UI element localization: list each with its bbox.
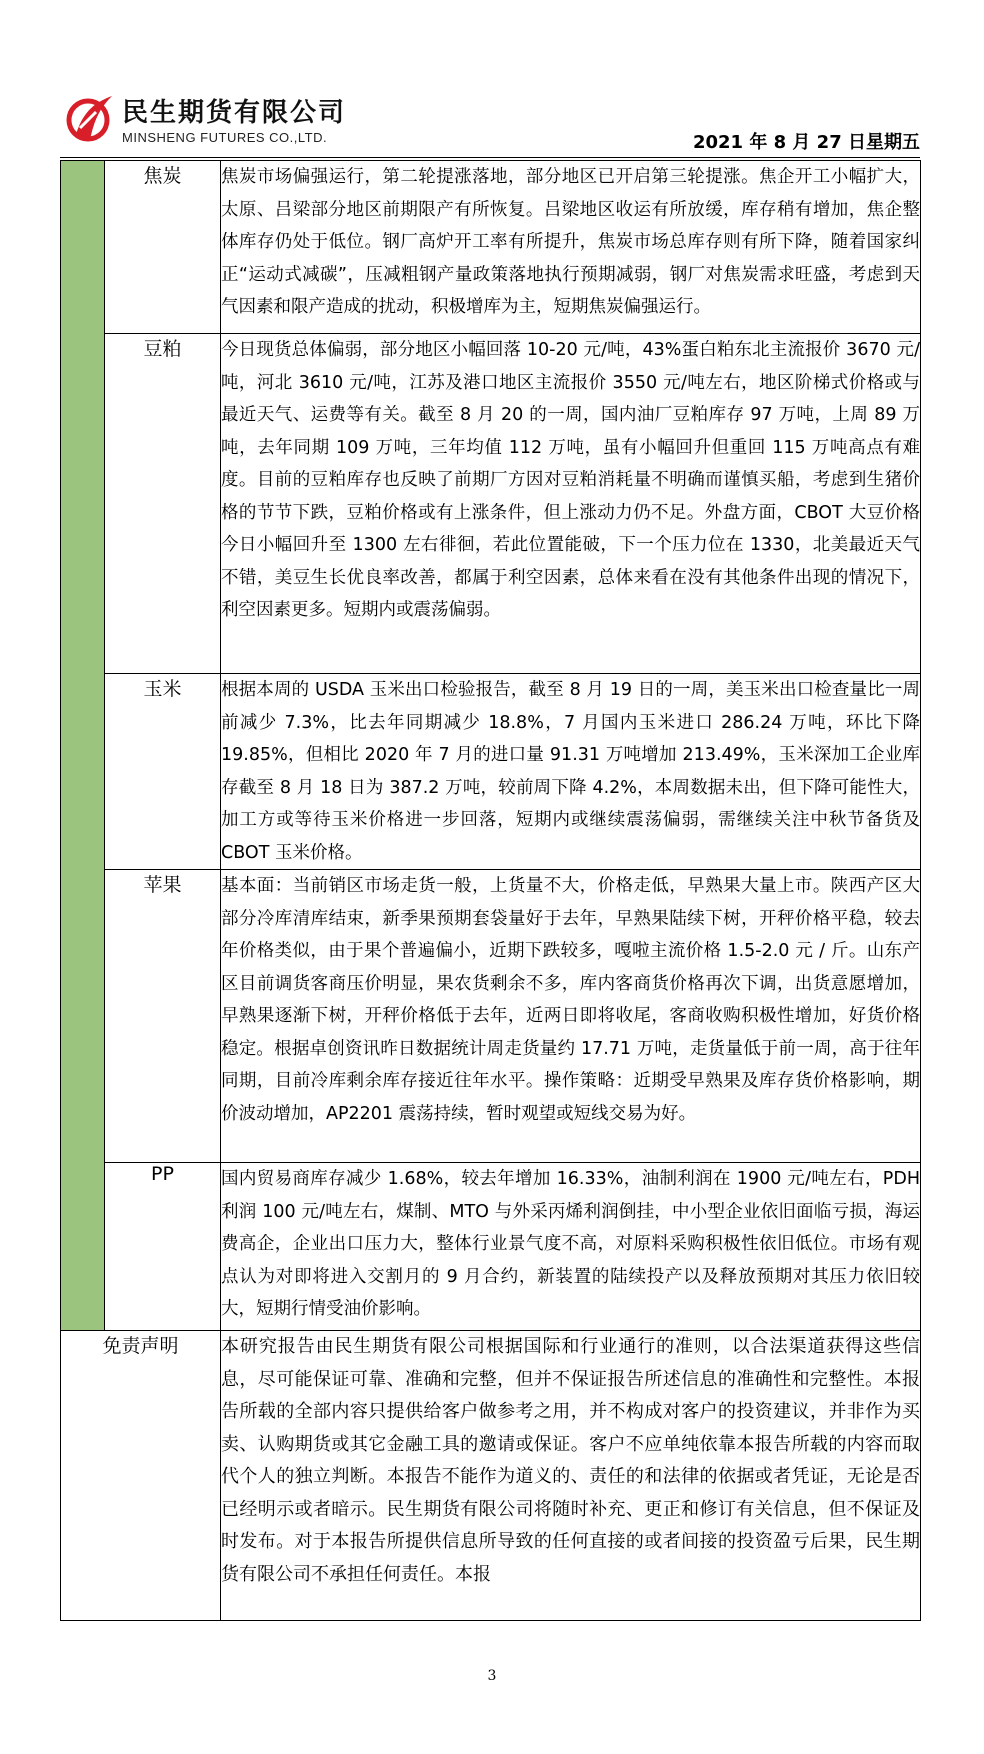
row-content: 今日现货总体偏弱，部分地区小幅回落 10-20 元/吨，43%蛋白粕东北主流报价 3670 元/吨，河北 3610 元/吨，江苏及港口地区主流报价 3550 元/吨左右，地区阶梯式价格或与最近天气、运费等有关。截至 8 月 20 的一周，国内油厂豆粕库存 97 万吨，上周 89 万吨，去年同期 109 万吨，三年均值 112 万吨，虽有小幅回升但重回 115 万吨高点有难度。目前的豆粕库存也反映了前期厂方因对豆粕消耗量不明确而谨慎买船，考虑到生猪价格的节节下跌，豆粕价格或有上涨条件，但上涨动力仍不足。外盘方面，CBOT 大豆价格今日小幅回升至 1300 左右徘徊，若此位置能破，下一个压力位在 1330，北美最近天气不错，美豆生长优良率改善，都属于利空因素，总体来看在没有其他条件出现的情况下，利空因素更多。短期内或震荡偏弱。 [221, 334, 921, 674]
minsheng-logo-icon [66, 90, 116, 146]
report-date: 2021 年 8 月 27 日星期五 [692, 132, 920, 153]
row-content: 焦炭市场偏强运行，第二轮提涨落地，部分地区已开启第三轮提涨。焦企开工小幅扩大，太原、吕梁部分地区前期限产有所恢复。吕梁地区收运有所放缓，库存稍有增加，焦企整体库存仍处于低位。钢厂高炉开工率有所提升，焦炭市场总库存则有所下降，随着国家纠正“运动式减碳”，压减粗钢产量政策落地执行预期减弱，钢厂对焦炭需求旺盛，考虑到天气因素和限产造成的扰动，积极增库为主，短期焦炭偏强运行。 [221, 161, 921, 334]
row-content: 基本面：当前销区市场走货一般，上货量不大，价格走低，早熟果大量上市。陕西产区大部分冷库清库结束，新季果预期套袋量好于去年，早熟果陆续下树，开秤价格平稳，较去年价格类似，由于果个普遍偏小，近期下跌较多，嘎啦主流价格 1.5-2.0 元 / 斤。山东产区目前调货客商压价明显，果农货剩余不多，库内客商货价格再次下调，出货意愿增加，早熟果逐渐下树，开秤价格低于去年，近两日即将收尾，客商收购积极性增加，好货价格稳定。根据卓创资讯昨日数据统计周走货量约 17.71 万吨，走货量低于前一周，高于往年同期，目前冷库剩余库存接近往年水平。操作策略：近期受早熟果及库存货价格影响，期价波动增加，AP2201 震荡持续，暂时观望或短线交易为好。 [221, 870, 921, 1163]
company-logo [66, 90, 396, 150]
disclaimer-label: 免责声明 [61, 1331, 221, 1621]
row-label: 豆粕 [105, 334, 221, 674]
company-name-cn: 民生期货有限公司 [122, 98, 347, 128]
row-label: 玉米 [105, 674, 221, 870]
page-header [60, 84, 920, 156]
table-row [61, 161, 921, 334]
row-content: 根据本周的 USDA 玉米出口检验报告，截至 8 月 19 日的一周，美玉米出口检查量比一周前减少 7.3%，比去年同期减少 18.8%，7 月国内玉米进口 286.24 万吨，环比下降 19.85%，但相比 2020 年 7 月的进口量 91.31 万吨增加 213.49%，玉米深加工企业库存截至 8 月 18 日为 387.2 万吨，较前周下降 4.2%，本周数据未出，但下降可能性大，加工方或等待玉米价格进一步回落，短期内或继续震荡偏弱，需继续关注中秋节备货及 CBOT 玉米价格。 [221, 674, 921, 870]
commodity-table [60, 160, 921, 1621]
table-row [61, 870, 921, 1163]
table-row [61, 334, 921, 674]
side-color-bar [61, 161, 105, 1331]
disclaimer-text: 本研究报告由民生期货有限公司根据国际和行业通行的准则，以合法渠道获得这些信息，尽可能保证可靠、准确和完整，但并不保证报告所述信息的准确性和完整性。本报告所载的全部内容只提供给客户做参考之用，并不构成对客户的投资建议，并非作为买卖、认购期货或其它金融工具的邀请或保证。客户不应单纯依靠本报告所载的内容而取代个人的独立判断。本报告不能作为道义的、责任的和法律的依据或者凭证，无论是否已经明示或者暗示。民生期货有限公司将随时补充、更正和修订有关信息，但不保证及时发布。对于本报告所提供信息所导致的任何直接的或者间接的投资盈亏后果，民生期货有限公司不承担任何责任。本报 [221, 1331, 921, 1621]
page-number: 3 [487, 1668, 497, 1684]
header-divider [60, 157, 920, 158]
row-label: 焦炭 [105, 161, 221, 334]
table-row [61, 674, 921, 870]
disclaimer-row [61, 1331, 921, 1621]
table-row [61, 1163, 921, 1331]
company-name-en: MINSHENG FUTURES CO.,LTD. [122, 130, 328, 145]
row-label: PP [105, 1163, 221, 1331]
row-label: 苹果 [105, 870, 221, 1163]
row-content: 国内贸易商库存减少 1.68%，较去年增加 16.33%，油制利润在 1900 元/吨左右，PDH 利润 100 元/吨左右，煤制、MTO 与外采丙烯利润倒挂，中小型企业依旧面临亏损，海运费高企，企业出口压力大，整体行业景气度不高，对原料采购积极性依旧低位。市场有观点认为对即将进入交割月的 9 月合约，新装置的陆续投产以及释放预期对其压力依旧较大，短期行情受油价影响。 [221, 1163, 921, 1331]
